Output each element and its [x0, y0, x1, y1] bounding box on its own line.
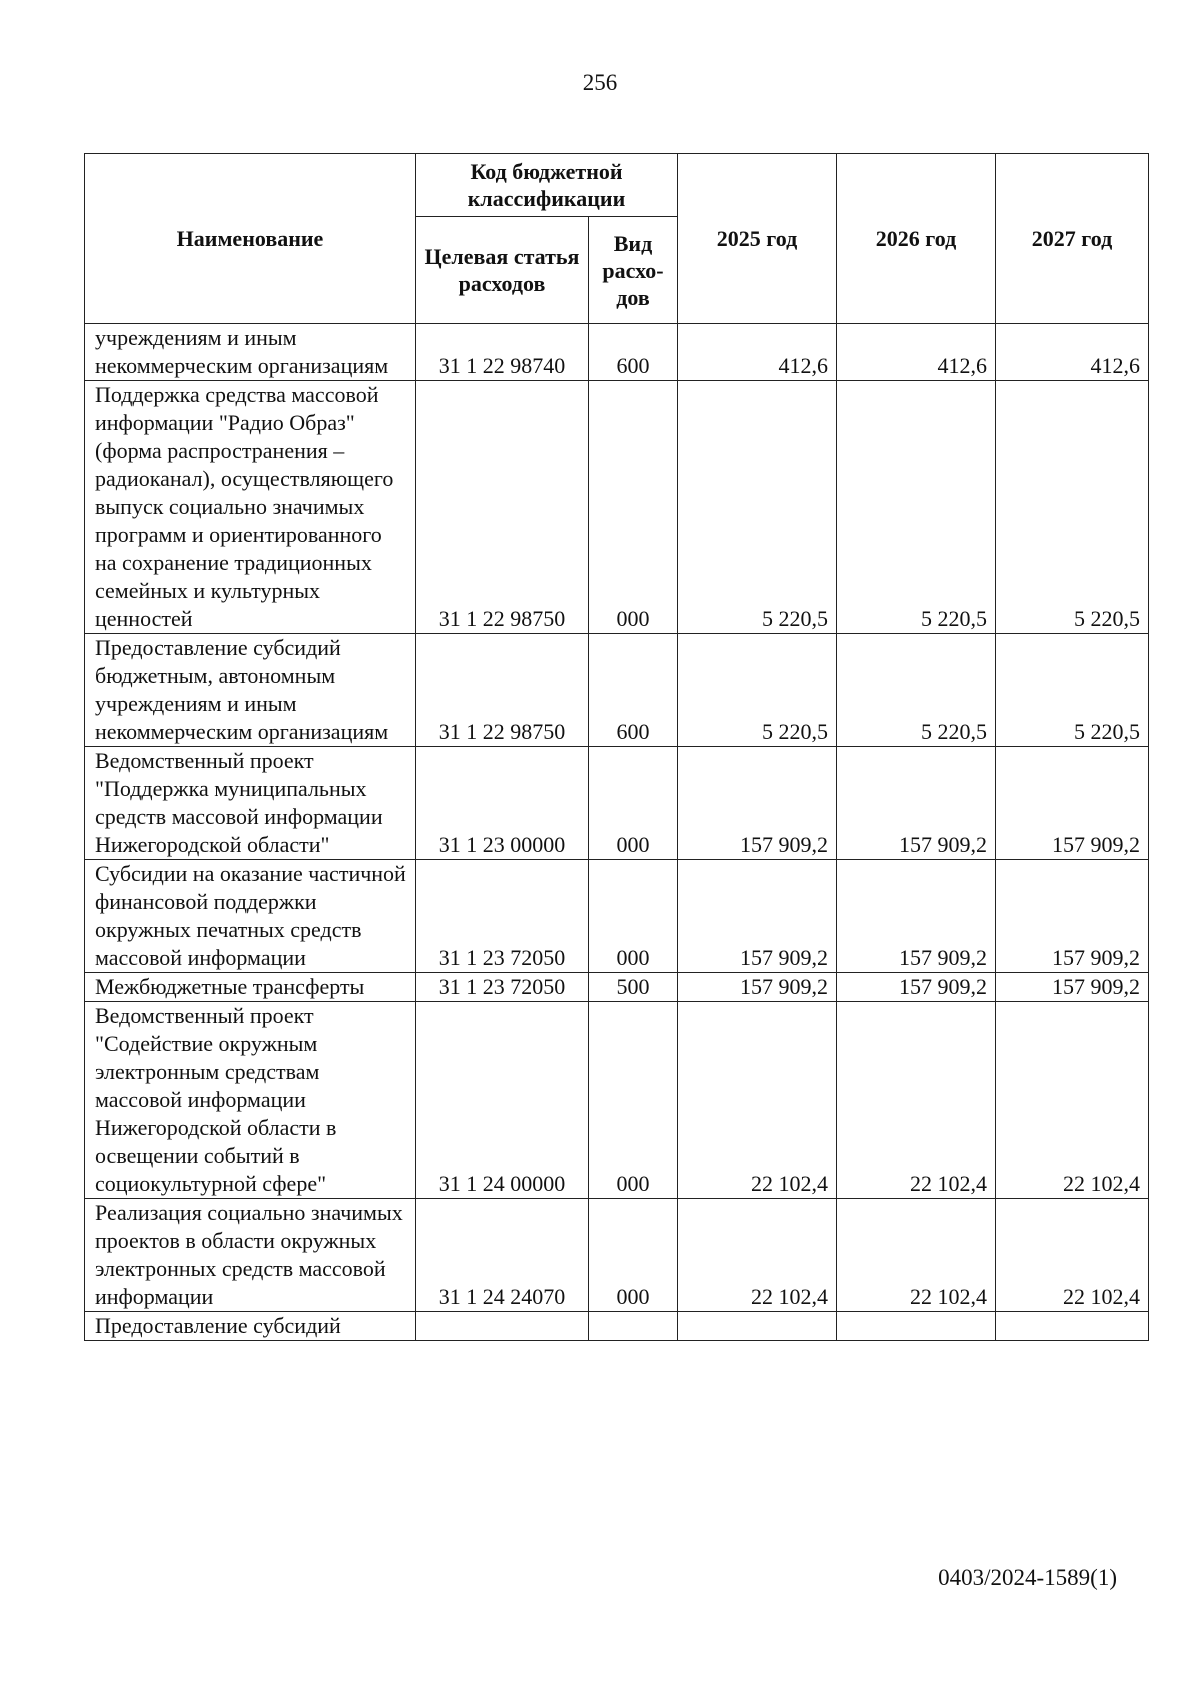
row-type: 000 — [589, 1199, 678, 1312]
table-row — [85, 747, 1149, 860]
row-2026: 5 220,5 — [837, 634, 996, 747]
row-type: 600 — [589, 324, 678, 381]
header-kbk: Код бюджетной классификации — [416, 154, 678, 217]
row-2025: 157 909,2 — [678, 860, 837, 973]
row-name: учреждениям и иным некоммерческим организациям — [85, 324, 416, 381]
row-name: Предоставление субсидий бюджетным, автономным учреждениям и иным некоммерческим организациям — [85, 634, 416, 747]
row-type: 000 — [589, 747, 678, 860]
row-type: 600 — [589, 634, 678, 747]
table-header — [85, 154, 1149, 324]
table-row — [85, 1199, 1149, 1312]
table-row — [85, 860, 1149, 973]
row-2025: 22 102,4 — [678, 1002, 837, 1199]
header-2025: 2025 год — [678, 154, 837, 324]
budget-table — [84, 153, 1149, 1341]
document-id: 0403/2024-1589(1) — [938, 1565, 1117, 1590]
row-2027: 157 909,2 — [996, 973, 1149, 1002]
row-code: 31 1 24 00000 — [416, 1002, 589, 1199]
table-body — [85, 324, 1149, 1341]
row-2027 — [996, 1312, 1149, 1341]
row-2026: 157 909,2 — [837, 973, 996, 1002]
row-2025: 5 220,5 — [678, 634, 837, 747]
row-code: 31 1 23 72050 — [416, 973, 589, 1002]
row-2026: 5 220,5 — [837, 381, 996, 634]
row-2027: 412,6 — [996, 324, 1149, 381]
row-name: Межбюджетные трансферты — [85, 973, 416, 1002]
row-2026 — [837, 1312, 996, 1341]
header-name: Наименование — [85, 154, 416, 324]
row-name: Предоставление субсидий — [85, 1312, 416, 1341]
row-2025: 5 220,5 — [678, 381, 837, 634]
row-type: 000 — [589, 381, 678, 634]
row-2027: 5 220,5 — [996, 381, 1149, 634]
table-row — [85, 381, 1149, 634]
row-2027: 5 220,5 — [996, 634, 1149, 747]
row-type: 000 — [589, 860, 678, 973]
table-row — [85, 1312, 1149, 1341]
table-row — [85, 634, 1149, 747]
row-2026: 157 909,2 — [837, 747, 996, 860]
row-name: Реализация социально значимых проектов в области окружных электронных средств массовой информации — [85, 1199, 416, 1312]
row-code: 31 1 23 00000 — [416, 747, 589, 860]
row-2026: 22 102,4 — [837, 1002, 996, 1199]
row-name: Ведомственный проект "Содействие окружным электронным средствам массовой информации Нижегородской области в освещении событий в социокультурной сфере" — [85, 1002, 416, 1199]
header-type: Вид расхо-дов — [589, 217, 678, 324]
row-name: Субсидии на оказание частичной финансовой поддержки окружных печатных средств массовой информации — [85, 860, 416, 973]
table-row — [85, 324, 1149, 381]
table-row — [85, 1002, 1149, 1199]
page-number: 256 — [582, 70, 618, 95]
row-2027: 157 909,2 — [996, 860, 1149, 973]
row-code: 31 1 22 98750 — [416, 381, 589, 634]
table-row — [85, 973, 1149, 1002]
row-name: Поддержка средства массовой информации "Радио Образ" (форма распространения – радиоканал), осуществляющего выпуск социально значимых программ и ориентированного на сохранение традиционных семейных и культурных ценностей — [85, 381, 416, 634]
row-code: 31 1 22 98750 — [416, 634, 589, 747]
row-type — [589, 1312, 678, 1341]
row-2025: 22 102,4 — [678, 1199, 837, 1312]
row-code: 31 1 23 72050 — [416, 860, 589, 973]
header-target: Целевая статья расходов — [416, 217, 589, 324]
row-2026: 22 102,4 — [837, 1199, 996, 1312]
header-2027: 2027 год — [996, 154, 1149, 324]
row-code — [416, 1312, 589, 1341]
row-2025: 157 909,2 — [678, 973, 837, 1002]
row-name: Ведомственный проект "Поддержка муниципальных средств массовой информации Нижегородской области" — [85, 747, 416, 860]
row-code: 31 1 24 24070 — [416, 1199, 589, 1312]
row-2025: 412,6 — [678, 324, 837, 381]
row-2025 — [678, 1312, 837, 1341]
row-code: 31 1 22 98740 — [416, 324, 589, 381]
row-2027: 22 102,4 — [996, 1002, 1149, 1199]
row-type: 500 — [589, 973, 678, 1002]
row-2027: 157 909,2 — [996, 747, 1149, 860]
header-2026: 2026 год — [837, 154, 996, 324]
row-2025: 157 909,2 — [678, 747, 837, 860]
row-2026: 157 909,2 — [837, 860, 996, 973]
row-2027: 22 102,4 — [996, 1199, 1149, 1312]
row-2026: 412,6 — [837, 324, 996, 381]
row-type: 000 — [589, 1002, 678, 1199]
